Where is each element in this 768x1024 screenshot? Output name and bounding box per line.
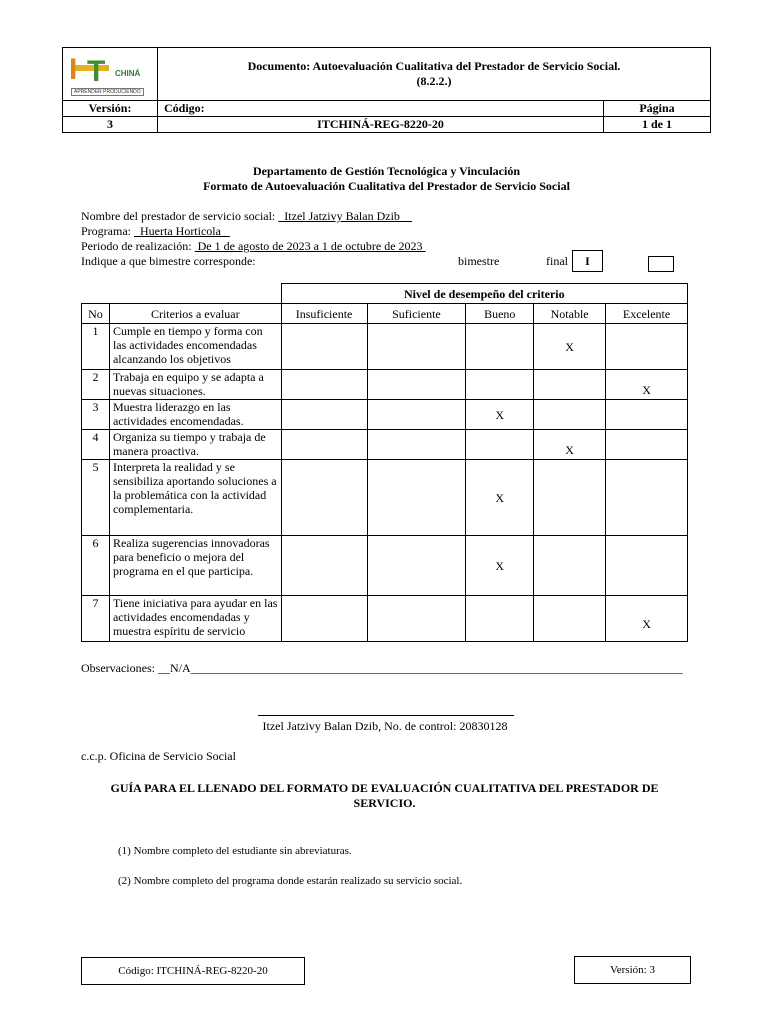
- col-level: Bueno: [466, 304, 534, 324]
- col-level: Suficiente: [367, 304, 466, 324]
- level-cell: [281, 460, 367, 536]
- level-cell: [281, 400, 367, 430]
- row-criterion: Cumple en tiempo y forma con las actividades encomendadas alcanzando los objetivos: [109, 324, 281, 370]
- level-cell: [281, 430, 367, 460]
- observations: Observaciones: __N/A__________________________________________________________________________________: [81, 661, 683, 675]
- level-cell: [367, 370, 466, 400]
- level-cell: [281, 596, 367, 642]
- level-cell: [534, 536, 606, 596]
- col-level: Excelente: [606, 304, 688, 324]
- row-number: 6: [82, 536, 110, 596]
- final-box: [648, 256, 674, 272]
- level-cell: [534, 370, 606, 400]
- level-cell: X: [466, 460, 534, 536]
- logo-cell: [63, 48, 158, 101]
- criteria-row: [82, 536, 688, 596]
- col-no: No: [82, 304, 110, 324]
- row-number: 7: [82, 596, 110, 642]
- level-cell: [281, 536, 367, 596]
- row-number: 4: [82, 430, 110, 460]
- bimester-box: I: [572, 250, 603, 272]
- program-field: Programa: Huerta Horticola: [81, 224, 230, 238]
- col-criteria: Criterios a evaluar: [109, 304, 281, 324]
- row-criterion: Trabaja en equipo y se adapta a nuevas situaciones.: [109, 370, 281, 400]
- criteria-row: [82, 370, 688, 400]
- criteria-table: [81, 283, 688, 642]
- version-value: 3: [63, 117, 158, 133]
- bimester-word: bimestre: [458, 254, 500, 268]
- col-level: Insuficiente: [281, 304, 367, 324]
- name-field: Nombre del prestador de servicio social: Itzel Jatzivy Balan Dzib: [81, 209, 412, 223]
- level-cell: [606, 536, 688, 596]
- level-cell: [466, 430, 534, 460]
- level-cell: X: [606, 596, 688, 642]
- footer-code: Código: ITCHINÁ-REG-8220-20: [81, 957, 305, 985]
- level-cell: [466, 370, 534, 400]
- level-cell: [281, 324, 367, 370]
- footer-version: Versión: 3: [574, 956, 691, 984]
- level-cell: [367, 324, 466, 370]
- form-title: Departamento de Gestión Tecnológica y Vinculación Formato de Autoevaluación Cualitativa del Prestador de Servicio Social: [203, 164, 570, 193]
- level-cell: [367, 536, 466, 596]
- criteria-row: [82, 400, 688, 430]
- row-criterion: Interpreta la realidad y se sensibiliza aportando soluciones a la problemática con la actividad complementaria.: [109, 460, 281, 536]
- level-cell: [606, 430, 688, 460]
- level-cell: [466, 596, 534, 642]
- col-level: Notable: [534, 304, 606, 324]
- level-cell: [281, 370, 367, 400]
- code-value: ITCHINÁ-REG-8220-20: [158, 117, 604, 133]
- guide-title: GUÍA PARA EL LLENADO DEL FORMATO DE EVALUACIÓN CUALITATIVA DEL PRESTADOR DE SERVICIO.: [110, 781, 659, 810]
- page-value: 1 de 1: [604, 117, 711, 133]
- itchina-logo: I T CHINÁ APRENDER PRODUCIENDO: [67, 49, 153, 99]
- signature-text: Itzel Jatzivy Balan Dzib, No. de control: 20830128: [262, 719, 508, 733]
- final-word: final: [546, 254, 568, 268]
- level-cell: [606, 400, 688, 430]
- criteria-row: [82, 324, 688, 370]
- criteria-row: [82, 596, 688, 642]
- bimester-label: Indique a que bimestre corresponde:: [81, 254, 256, 268]
- row-number: 1: [82, 324, 110, 370]
- row-number: 5: [82, 460, 110, 536]
- level-cell: [367, 400, 466, 430]
- form-fields: [81, 209, 426, 269]
- signature-line: [258, 715, 514, 716]
- row-number: 2: [82, 370, 110, 400]
- version-label: Versión:: [63, 101, 158, 117]
- criteria-row: [82, 460, 688, 536]
- level-cell: X: [466, 536, 534, 596]
- level-cell: X: [466, 400, 534, 430]
- level-cell: [466, 324, 534, 370]
- level-cell: X: [534, 324, 606, 370]
- row-criterion: Organiza su tiempo y trabaja de manera proactiva.: [109, 430, 281, 460]
- level-cell: X: [606, 370, 688, 400]
- row-criterion: Tiene iniciativa para ayudar en las actividades encomendadas y muestra espíritu de servicio: [109, 596, 281, 642]
- level-cell: [534, 400, 606, 430]
- level-cell: [367, 596, 466, 642]
- level-cell: [606, 460, 688, 536]
- row-criterion: Muestra liderazgo en las actividades encomendadas.: [109, 400, 281, 430]
- level-cell: [534, 596, 606, 642]
- level-cell: [367, 430, 466, 460]
- guide-item: (2) Nombre completo del programa donde estarán realizado su servicio social.: [118, 875, 463, 887]
- document-title: Documento: Autoevaluación Cualitativa del Prestador de Servicio Social. (8.2.2.): [158, 48, 711, 101]
- level-header: Nivel de desempeño del criterio: [281, 284, 687, 304]
- level-cell: X: [534, 430, 606, 460]
- period-field: Periodo de realización: De 1 de agosto de 2023 a 1 de octubre de 2023: [81, 239, 426, 253]
- criteria-row: [82, 430, 688, 460]
- code-label: Código:: [158, 101, 604, 117]
- guide-item: (1) Nombre completo del estudiante sin abreviaturas.: [118, 845, 352, 857]
- row-criterion: Realiza sugerencias innovadoras para beneficio o mejora del programa en el que participa.: [109, 536, 281, 596]
- document-header: [62, 47, 711, 133]
- page-label: Página: [604, 101, 711, 117]
- level-cell: [534, 460, 606, 536]
- row-number: 3: [82, 400, 110, 430]
- ccp: c.c.p. Oficina de Servicio Social: [81, 749, 236, 763]
- level-cell: [367, 460, 466, 536]
- level-cell: [606, 324, 688, 370]
